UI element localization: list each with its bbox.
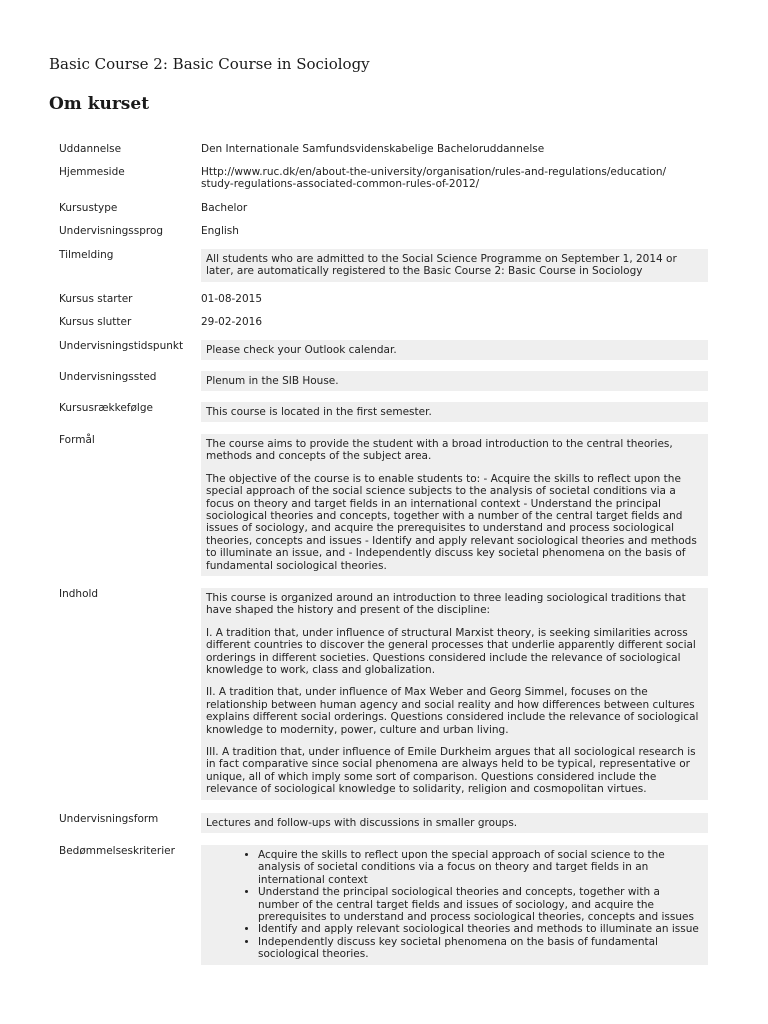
field-value: Den Internationale Samfundsvidenskabelige Bacheloruddannelse <box>201 143 545 155</box>
paragraph: This course is organized around an introduction to three leading sociological traditions that have shaped the history and present of the discipline: <box>206 592 686 617</box>
field-value-box <box>201 588 708 800</box>
field-value: Lectures and follow-ups with discussions in smaller groups. <box>206 817 518 829</box>
paragraph: The objective of the course is to enable students to: - Acquire the skills to reflect upon the special approach of the social science subjects to the analysis of societal conditions via a focus on theory and target fields in an international context - Understand the principal sociological theories and concepts, together with a number of the central target fields and issues of sociology, and acquire the prerequisites to understand and process sociological theories, concepts and issues - Identify and apply relevant sociological theories and methods to illuminate an issue, and - Independently discuss key societal phenomena on the basis of fundamental sociological theories. <box>206 472 697 572</box>
field-value-box <box>201 371 708 391</box>
field-value: Plenum in the SIB House. <box>206 375 339 387</box>
field-label: Kursustype <box>59 202 118 214</box>
field-label: Formål <box>59 434 95 446</box>
homepage-link[interactable] <box>201 166 708 191</box>
list-item: • Identify and apply relevant sociological theories and methods to illuminate an issue <box>258 923 703 935</box>
field-value: Bachelor <box>201 202 248 214</box>
field-value: 01-08-2015 <box>201 293 263 305</box>
field-value-box <box>201 340 708 360</box>
homepage-link-line[interactable]: study-regulations-associated-common-rules-of-2012/ <box>201 178 480 191</box>
field-value: English <box>201 225 239 237</box>
criteria-list <box>206 849 703 961</box>
field-value: All students who are admitted to the Social Science Programme on September 1, 2014 or later, are automatically registered to the Basic Course 2: Basic Course in Sociology <box>206 253 677 278</box>
field-value-box <box>201 249 708 282</box>
field-label: Undervisningsform <box>59 813 159 825</box>
field-value-box <box>201 813 708 833</box>
section-title: Om kurset <box>49 94 150 114</box>
paragraph: The course aims to provide the student with a broad introduction to the central theories, methods and concepts of the subject area. <box>206 438 673 463</box>
list-item: • Understand the principal sociological theories and concepts, together with a number of the central target fields and issues of sociology, and acquire the prerequisites to understand and process sociological theories, concepts and issues <box>258 886 703 923</box>
field-value-box <box>201 845 708 965</box>
field-value: This course is located in the first semester. <box>206 406 432 418</box>
paragraph: I. A tradition that, under influence of structural Marxist theory, is seeking similarities across different countries to discover the general processes that underlie apparently different social orderings in different societies. Questions considered include the relevance of sociological knowledge to work, class and globalization. <box>206 626 696 677</box>
field-label: Hjemmeside <box>59 166 125 178</box>
field-value-box <box>201 402 708 422</box>
list-item: • Acquire the skills to reflect upon the special approach of social science to the analysis of societal conditions via a focus on theory and target fields in an international context <box>258 849 703 886</box>
list-item: • Independently discuss key societal phenomena on the basis of fundamental sociological theories. <box>258 936 703 961</box>
field-label: Kursusrækkefølge <box>59 402 153 414</box>
field-label: Indhold <box>59 588 99 600</box>
homepage-link-line[interactable]: Http://www.ruc.dk/en/about-the-university/organisation/rules-and-regulations/education/ <box>201 166 667 178</box>
paragraph: III. A tradition that, under influence of Emile Durkheim argues that all sociological research is in fact comparative since social phenomena are always held to be typical, representative or unique, all of which imply some sort of comparison. Questions considered include the relevance of sociological knowledge to solidarity, religion and cosmopolitan virtues. <box>206 746 696 796</box>
field-label: Undervisningssted <box>59 371 157 383</box>
paragraph: II. A tradition that, under influence of Max Weber and Georg Simmel, focuses on the relationship between human agency and social reality and how differences between cultures explains different social orderings. Questions considered include the relevance of sociological knowledge to modernity, power, culture and urban living. <box>206 686 699 736</box>
field-label: Bedømmelseskriterier <box>59 845 175 857</box>
field-label: Kursus starter <box>59 293 133 305</box>
field-value: 29-02-2016 <box>201 316 263 328</box>
field-value: Please check your Outlook calendar. <box>206 344 397 356</box>
field-label: Tilmelding <box>59 249 114 261</box>
field-label: Undervisningssprog <box>59 225 164 237</box>
field-label: Undervisningstidspunkt <box>59 340 184 352</box>
course-title: Basic Course 2: Basic Course in Sociology <box>49 55 370 73</box>
field-value-box <box>201 434 708 576</box>
field-label: Kursus slutter <box>59 316 132 328</box>
field-label: Uddannelse <box>59 143 122 155</box>
